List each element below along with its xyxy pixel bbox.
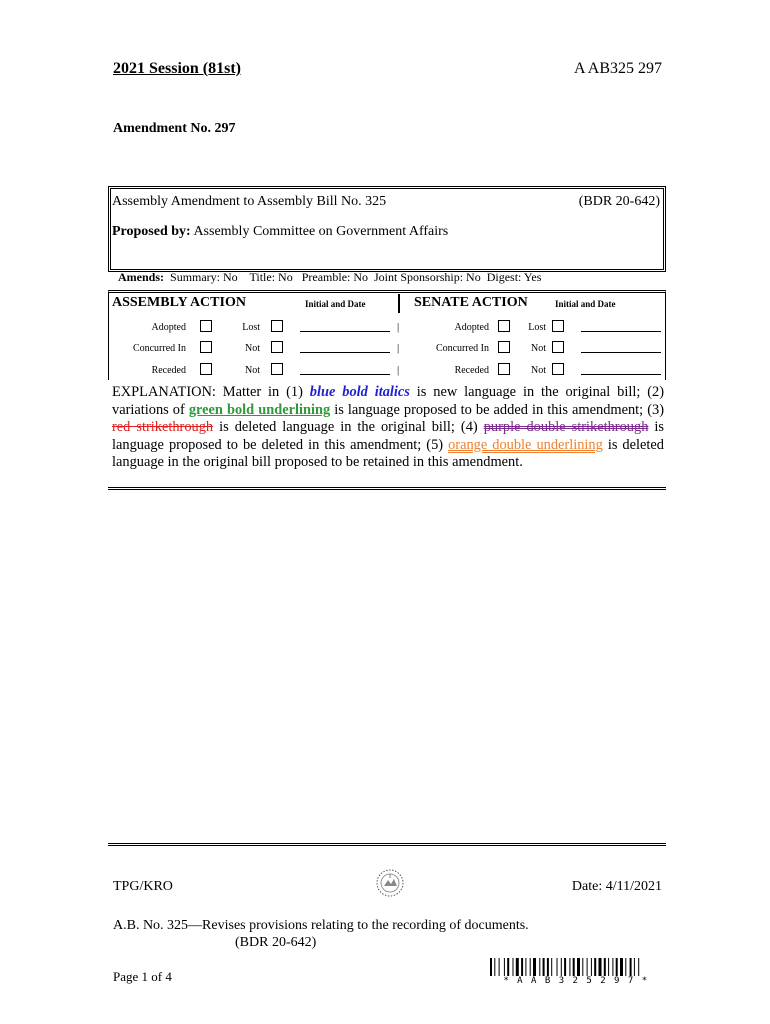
orange-double-underline-sample: orange double underlining xyxy=(448,436,603,453)
senate-lost-label: Lost xyxy=(528,322,546,333)
proposed-by-label: Proposed by: xyxy=(112,224,191,239)
explanation-text: is deleted language in the original bill proposed to be retained in this amendment. xyxy=(112,436,664,470)
row-separator: | xyxy=(397,321,400,333)
senate-concurred-label: Concurred In xyxy=(435,343,489,354)
proposed-by-value: Assembly Committee on Government Affairs xyxy=(193,224,449,239)
state-seal-icon xyxy=(375,868,405,898)
assembly-initial-date-label: Initial and Date xyxy=(305,299,366,309)
red-strikethrough-sample: red strikethrough xyxy=(112,419,214,435)
assembly-lost-label: Lost xyxy=(242,322,260,333)
explanation-text: is new language in the original bill; (2) variations of xyxy=(112,384,664,418)
blue-bold-italics-sample: blue bold italics xyxy=(309,384,410,400)
senate-initial-line xyxy=(581,374,661,375)
assembly-receded-label: Receded xyxy=(151,365,186,376)
page-number: Page 1 of 4 xyxy=(113,969,172,984)
assembly-lost-checkbox[interactable] xyxy=(271,320,283,332)
amends-label: Amends: xyxy=(118,270,165,284)
explanation-text: is language proposed to be deleted in this amendment; (5) xyxy=(112,419,664,453)
assembly-adopted-checkbox[interactable] xyxy=(200,320,212,332)
assembly-not-checkbox[interactable] xyxy=(271,341,283,353)
senate-not-checkbox[interactable] xyxy=(552,341,564,353)
senate-adopted-checkbox[interactable] xyxy=(498,320,510,332)
senate-receded-label: Receded xyxy=(454,365,489,376)
senate-concurred-checkbox[interactable] xyxy=(498,341,510,353)
amends-line xyxy=(112,255,541,285)
action-separator xyxy=(398,294,400,313)
senate-not-label: Not xyxy=(531,365,546,376)
barcode-text: * A A B 3 2 5 2 9 7 * xyxy=(503,976,649,986)
senate-not-label: Not xyxy=(531,343,546,354)
senate-receded-checkbox[interactable] xyxy=(498,363,510,375)
session-title: 2021 Session (81st) xyxy=(113,60,242,77)
purple-double-strikethrough-sample: purple double strikethrough xyxy=(483,419,649,435)
senate-initial-date-label: Initial and Date xyxy=(555,299,616,309)
amendment-title: Assembly Amendment to Assembly Bill No. 325 xyxy=(112,194,387,209)
assembly-receded-checkbox[interactable] xyxy=(200,363,212,375)
assembly-concurred-label: Concurred In xyxy=(132,343,186,354)
senate-initial-line xyxy=(581,352,661,353)
assembly-action-title: ASSEMBLY ACTION xyxy=(112,295,246,310)
drafter-initials: TPG/KRO xyxy=(113,879,173,894)
bill-summary: A.B. No. 325—Revises provisions relating to the recording of documents. xyxy=(113,918,529,933)
senate-not-checkbox[interactable] xyxy=(552,363,564,375)
explanation-text: EXPLANATION: Matter in (1) xyxy=(112,384,310,400)
bill-summary-bdr: (BDR 20-642) xyxy=(235,935,317,950)
assembly-concurred-checkbox[interactable] xyxy=(200,341,212,353)
senate-adopted-label: Adopted xyxy=(454,322,489,333)
assembly-initial-line xyxy=(300,352,390,353)
proposed-by xyxy=(112,224,448,240)
document-id: A AB325 297 xyxy=(573,60,662,77)
senate-lost-checkbox[interactable] xyxy=(552,320,564,332)
assembly-adopted-label: Adopted xyxy=(151,322,186,333)
assembly-not-label: Not xyxy=(245,343,260,354)
amendment-number: Amendment No. 297 xyxy=(113,121,236,136)
green-bold-underline-sample: green bold underlining xyxy=(188,401,331,418)
bdr-number: (BDR 20-642) xyxy=(578,194,660,209)
footer-divider xyxy=(108,843,666,846)
row-separator: | xyxy=(397,364,400,376)
explanation-text: is deleted language in the original bill; (4) xyxy=(213,419,484,435)
explanation-text: is language proposed to be added in this amendment; (3) xyxy=(330,401,664,418)
amendment-date: Date: 4/11/2021 xyxy=(571,879,662,894)
row-separator: | xyxy=(397,342,400,354)
assembly-initial-line xyxy=(300,331,390,332)
senate-action-title: SENATE ACTION xyxy=(414,295,528,310)
explanation-paragraph xyxy=(112,384,664,472)
senate-initial-line xyxy=(581,331,661,332)
assembly-not-label: Not xyxy=(245,365,260,376)
amends-value: Summary: No Title: No Preamble: No Joint Sponsorship: No Digest: Yes xyxy=(170,270,542,284)
assembly-initial-line xyxy=(300,374,390,375)
explanation-divider xyxy=(108,487,666,490)
assembly-not-checkbox[interactable] xyxy=(271,363,283,375)
